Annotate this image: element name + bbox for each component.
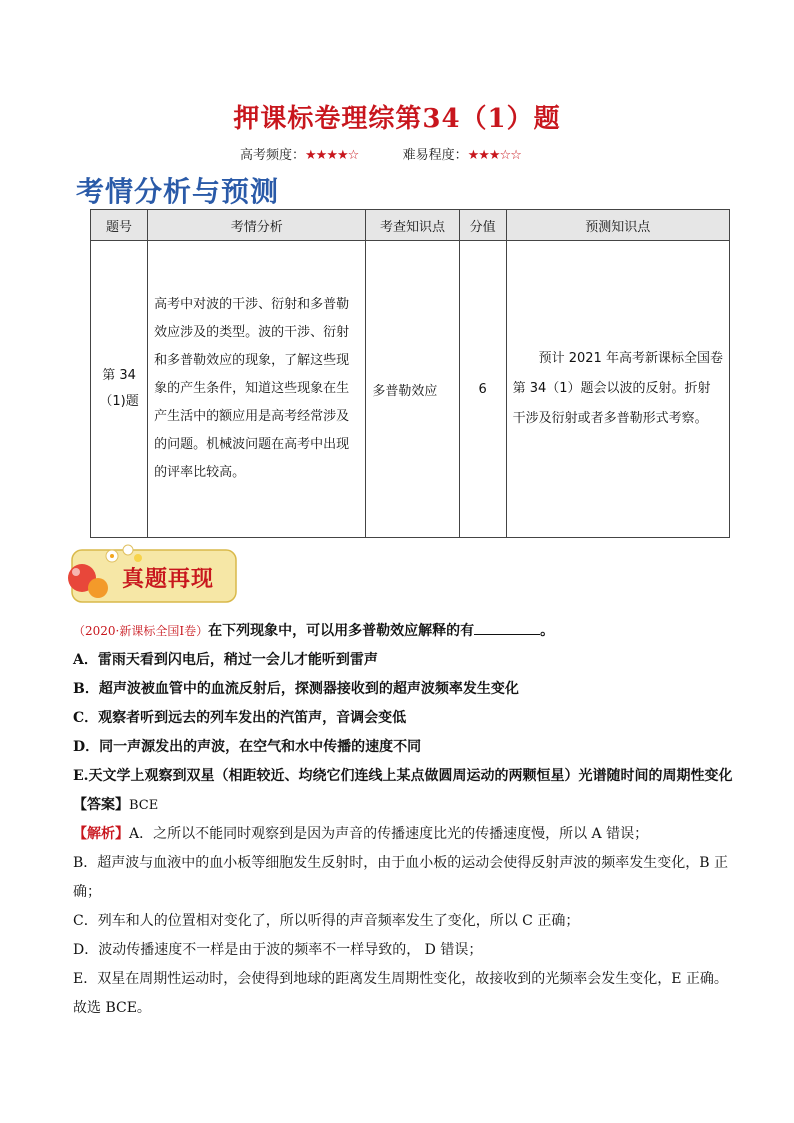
analysis-e: E．双星在周期性运动时，会使得到地球的距离发生周期性变化，故接收到的光频率会发生变化，E 正确。 [73,971,728,987]
analysis-c: C．列车和人的位置相对变化了，所以听得的声音频率发生了变化，所以 C 正确； [73,913,580,929]
analysis-conclusion: 故选 BCE。 [73,1000,151,1016]
banner-text: 真题再现 [122,566,215,592]
difficulty-label: 难易程度： [402,148,468,163]
question-no-line1: 第 34 [102,368,136,383]
analysis-d: D．波动传播速度不一样是由于波的频率不一样导致的， D 错误； [73,942,483,958]
question-no-line2: （1)题 [99,394,139,409]
header-knowledge: 考查知识点 [366,210,459,241]
answer-blank [474,620,540,635]
option-c: C．观察者听到远去的列车发出的汽笛声，音调会变低 [73,710,407,726]
option-d: D．同一声源发出的声波，在空气和水中传播的速度不同 [73,739,422,755]
cell-question-no [91,241,148,538]
header-prediction: 预测知识点 [506,210,729,241]
analysis-a: A．之所以不能同时观察到是因为声音的传播速度比光的传播速度慢，所以 A 错误； [129,826,649,842]
answer-value: BCE [129,798,159,813]
analysis-first-line [73,820,733,849]
table-row [91,241,730,538]
header-no: 题号 [91,210,148,241]
header-analysis: 考情分析 [148,210,366,241]
analysis-b: B．超声波与血液中的血小板等细胞发生反射时，由于血小板的运动会使得反射声波的频率发生变化，B 正确； [73,855,729,900]
question-stem [73,617,733,646]
difficulty-stars: ★★★☆☆ [467,148,521,163]
cell-prediction: 预计 2021 年高考新课标全国卷第 34（1）题会以波的反射。折射干涉及衍射或者多普勒形式考察。 [506,241,729,538]
question-source: （2020·新课标全国Ⅰ卷） [73,624,209,638]
ratings-row [240,144,521,163]
header-score: 分值 [459,210,506,241]
frequency-label: 高考频度： [240,148,306,163]
question-text: 在下列现象中，可以用多普勒效应解释的有 [208,623,475,639]
analysis-table [90,209,730,538]
question-end: 。 [540,623,555,639]
cell-knowledge: 多普勒效应 [366,241,459,538]
frequency-stars: ★★★★☆ [305,148,359,163]
answer-label: 【答案】 [73,797,129,813]
cell-score: 6 [459,241,506,538]
option-b: B．超声波被血管中的血流反射后，探测器接收到的超声波频率发生变化 [73,681,519,697]
page-title: 押课标卷理综第34（1）题 [233,104,561,134]
analysis-label: 【解析】 [73,826,129,842]
answer-line [73,791,733,820]
question-content [73,617,733,1023]
option-a: A．雷雨天看到闪电后，稍过一会儿才能听到雷声 [73,652,378,668]
option-e: E.天文学上观察到双星（相距较近、均绕它们连线上某点做圆周运动的两颗恒星）光谱随时间的周期性变化 [73,768,733,784]
real-question-banner [64,544,238,606]
table-header-row [91,210,730,241]
cell-analysis: 高考中对波的干涉、衍射和多普勒效应涉及的类型。波的干涉、衍射和多普勒效应的现象，了解这些现象的产生条件，知道这些现象在生产生活中的额应用是高考经常涉及的问题。机械波问题在高考中出现的评率比较高。 [148,241,366,538]
section-title: 考情分析与预测 [76,175,280,208]
